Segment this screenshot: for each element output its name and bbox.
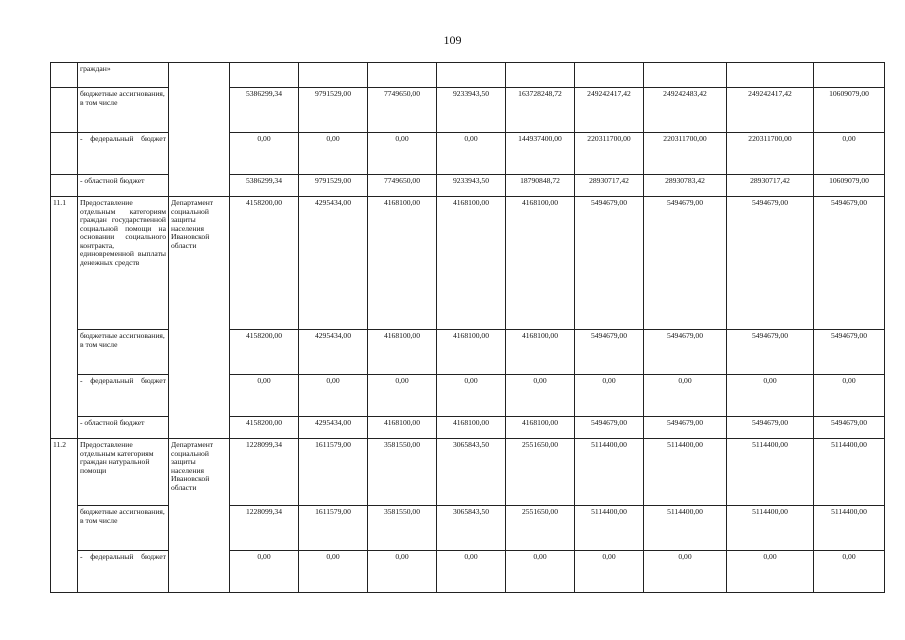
page-number: 109	[443, 33, 462, 47]
value-cell: 3065843,50	[437, 439, 506, 506]
value-cell: 0,00	[437, 551, 506, 593]
value-cell: 5114400,00	[575, 506, 644, 551]
value-cell: 0,00	[299, 551, 368, 593]
index-cell	[51, 88, 78, 133]
value-cell: 9233943,50	[437, 175, 506, 197]
section-index: 11.2	[51, 439, 78, 593]
value-cell: 0,00	[814, 375, 885, 417]
table-row	[51, 63, 885, 88]
value-cell: 9233943,50	[437, 88, 506, 133]
value-cell: 28930717,42	[727, 175, 814, 197]
value-cell: 5494679,00	[644, 330, 727, 375]
row-label: - областной бюджет	[78, 175, 169, 197]
value-cell: 0,00	[814, 551, 885, 593]
index-cell	[51, 175, 78, 197]
value-cell: 7749650,00	[368, 175, 437, 197]
value-cell: 5386299,34	[230, 88, 299, 133]
value-cell: 5114400,00	[727, 439, 814, 506]
row-label: - федеральный бюджет	[78, 133, 169, 175]
value-cell: 5494679,00	[727, 197, 814, 330]
value-cell: 1611579,00	[299, 439, 368, 506]
value-cell: 4158200,00	[230, 197, 299, 330]
value-cell: 0,00	[230, 133, 299, 175]
value-cell: 3581550,00	[368, 439, 437, 506]
value-cell: 5386299,34	[230, 175, 299, 197]
row-label: бюджетные ассигнования, в том числе	[78, 330, 169, 375]
executor-cell: Департамент социальной защиты населения Ивановской области	[169, 439, 230, 593]
value-cell: 0,00	[506, 551, 575, 593]
value-cell: 2551650,00	[506, 439, 575, 506]
value-cell: 7749650,00	[368, 88, 437, 133]
value-cell: 4295434,00	[299, 330, 368, 375]
section-title: Предоставление отдельным категориям граждан натуральной помощи	[78, 439, 169, 506]
value-cell: 28930783,42	[644, 175, 727, 197]
value-cell: 5494679,00	[644, 197, 727, 330]
executor-cell	[169, 63, 230, 197]
section-title: Предоставление отдельным категориям граждан государственной социальной помощи на основании социального контракта, единовременной выплаты денежных средств	[78, 197, 169, 330]
executor-cell: Департамент социальной защиты населения Ивановской области	[169, 197, 230, 439]
value-cell: 3581550,00	[368, 506, 437, 551]
value-cell: 9791529,00	[299, 175, 368, 197]
value-cell: 5494679,00	[727, 417, 814, 439]
value-cell: 4295434,00	[299, 417, 368, 439]
value-cell: 0,00	[299, 133, 368, 175]
row-label: - областной бюджет	[78, 417, 169, 439]
row-label: бюджетные ассигнования, в том числе	[78, 506, 169, 551]
value-cell: 4158200,00	[230, 330, 299, 375]
value-cell: 4168100,00	[368, 417, 437, 439]
value-cell: 0,00	[368, 375, 437, 417]
value-cell: 5494679,00	[814, 330, 885, 375]
value-cell: 0,00	[368, 133, 437, 175]
value-cell: 5114400,00	[644, 506, 727, 551]
value-cell: 4168100,00	[506, 330, 575, 375]
value-cell: 4158200,00	[230, 417, 299, 439]
value-cell: 1228099,34	[230, 439, 299, 506]
value-cell: 249242483,42	[644, 88, 727, 133]
value-cell: 5114400,00	[575, 439, 644, 506]
value-cell: 5494679,00	[575, 417, 644, 439]
value-cell: 163728248,72	[506, 88, 575, 133]
value-cell: 0,00	[575, 375, 644, 417]
value-cell: 0,00	[437, 133, 506, 175]
index-cell	[51, 133, 78, 175]
value-cell: 5494679,00	[575, 330, 644, 375]
value-cell: 4168100,00	[437, 197, 506, 330]
value-cell: 4168100,00	[506, 197, 575, 330]
value-cell: 0,00	[368, 551, 437, 593]
value-cell: 18790848,72	[506, 175, 575, 197]
value-cell: 4168100,00	[437, 417, 506, 439]
value-cell: 4168100,00	[437, 330, 506, 375]
value-cell: 1228099,34	[230, 506, 299, 551]
value-cell: 0,00	[437, 375, 506, 417]
value-cell: 0,00	[506, 375, 575, 417]
value-cell: 220311700,00	[727, 133, 814, 175]
value-cell: 0,00	[644, 375, 727, 417]
value-cell: 4295434,00	[299, 197, 368, 330]
value-cell: 9791529,00	[299, 88, 368, 133]
continuation-label: граждан»	[78, 63, 169, 88]
value-cell: 0,00	[299, 375, 368, 417]
value-cell: 0,00	[230, 551, 299, 593]
value-cell: 2551650,00	[506, 506, 575, 551]
table-row	[51, 439, 885, 506]
value-cell: 0,00	[230, 375, 299, 417]
value-cell: 5494679,00	[814, 417, 885, 439]
table-row	[51, 197, 885, 330]
table-body	[51, 63, 885, 593]
value-cell: 0,00	[644, 551, 727, 593]
index-cell	[51, 63, 78, 88]
value-cell: 144937400,00	[506, 133, 575, 175]
value-cell: 28930717,42	[575, 175, 644, 197]
value-cell: 5494679,00	[644, 417, 727, 439]
value-cell: 4168100,00	[506, 417, 575, 439]
value-cell: 5114400,00	[814, 439, 885, 506]
value-cell: 5494679,00	[727, 330, 814, 375]
section-index: 11.1	[51, 197, 78, 439]
value-cell: 10609079,00	[814, 175, 885, 197]
budget-table	[50, 62, 885, 593]
row-label: - федеральный бюджет	[78, 375, 169, 417]
value-cell: 5494679,00	[814, 197, 885, 330]
value-cell: 10609079,00	[814, 88, 885, 133]
value-cell: 3065843,50	[437, 506, 506, 551]
value-cell: 5114400,00	[814, 506, 885, 551]
value-cell: 0,00	[727, 375, 814, 417]
row-label: - федеральный бюджет	[78, 551, 169, 593]
value-cell: 4168100,00	[368, 330, 437, 375]
value-cell: 0,00	[575, 551, 644, 593]
value-cell: 1611579,00	[299, 506, 368, 551]
value-cell: 220311700,00	[644, 133, 727, 175]
value-cell: 5494679,00	[575, 197, 644, 330]
value-cell: 5114400,00	[727, 506, 814, 551]
row-label: бюджетные ассигнования, в том числе	[78, 88, 169, 133]
value-cell: 220311700,00	[575, 133, 644, 175]
value-cell: 0,00	[727, 551, 814, 593]
value-cell: 249242417,42	[727, 88, 814, 133]
value-cell: 5114400,00	[644, 439, 727, 506]
value-cell: 4168100,00	[368, 197, 437, 330]
value-cell: 249242417,42	[575, 88, 644, 133]
value-cell: 0,00	[814, 133, 885, 175]
